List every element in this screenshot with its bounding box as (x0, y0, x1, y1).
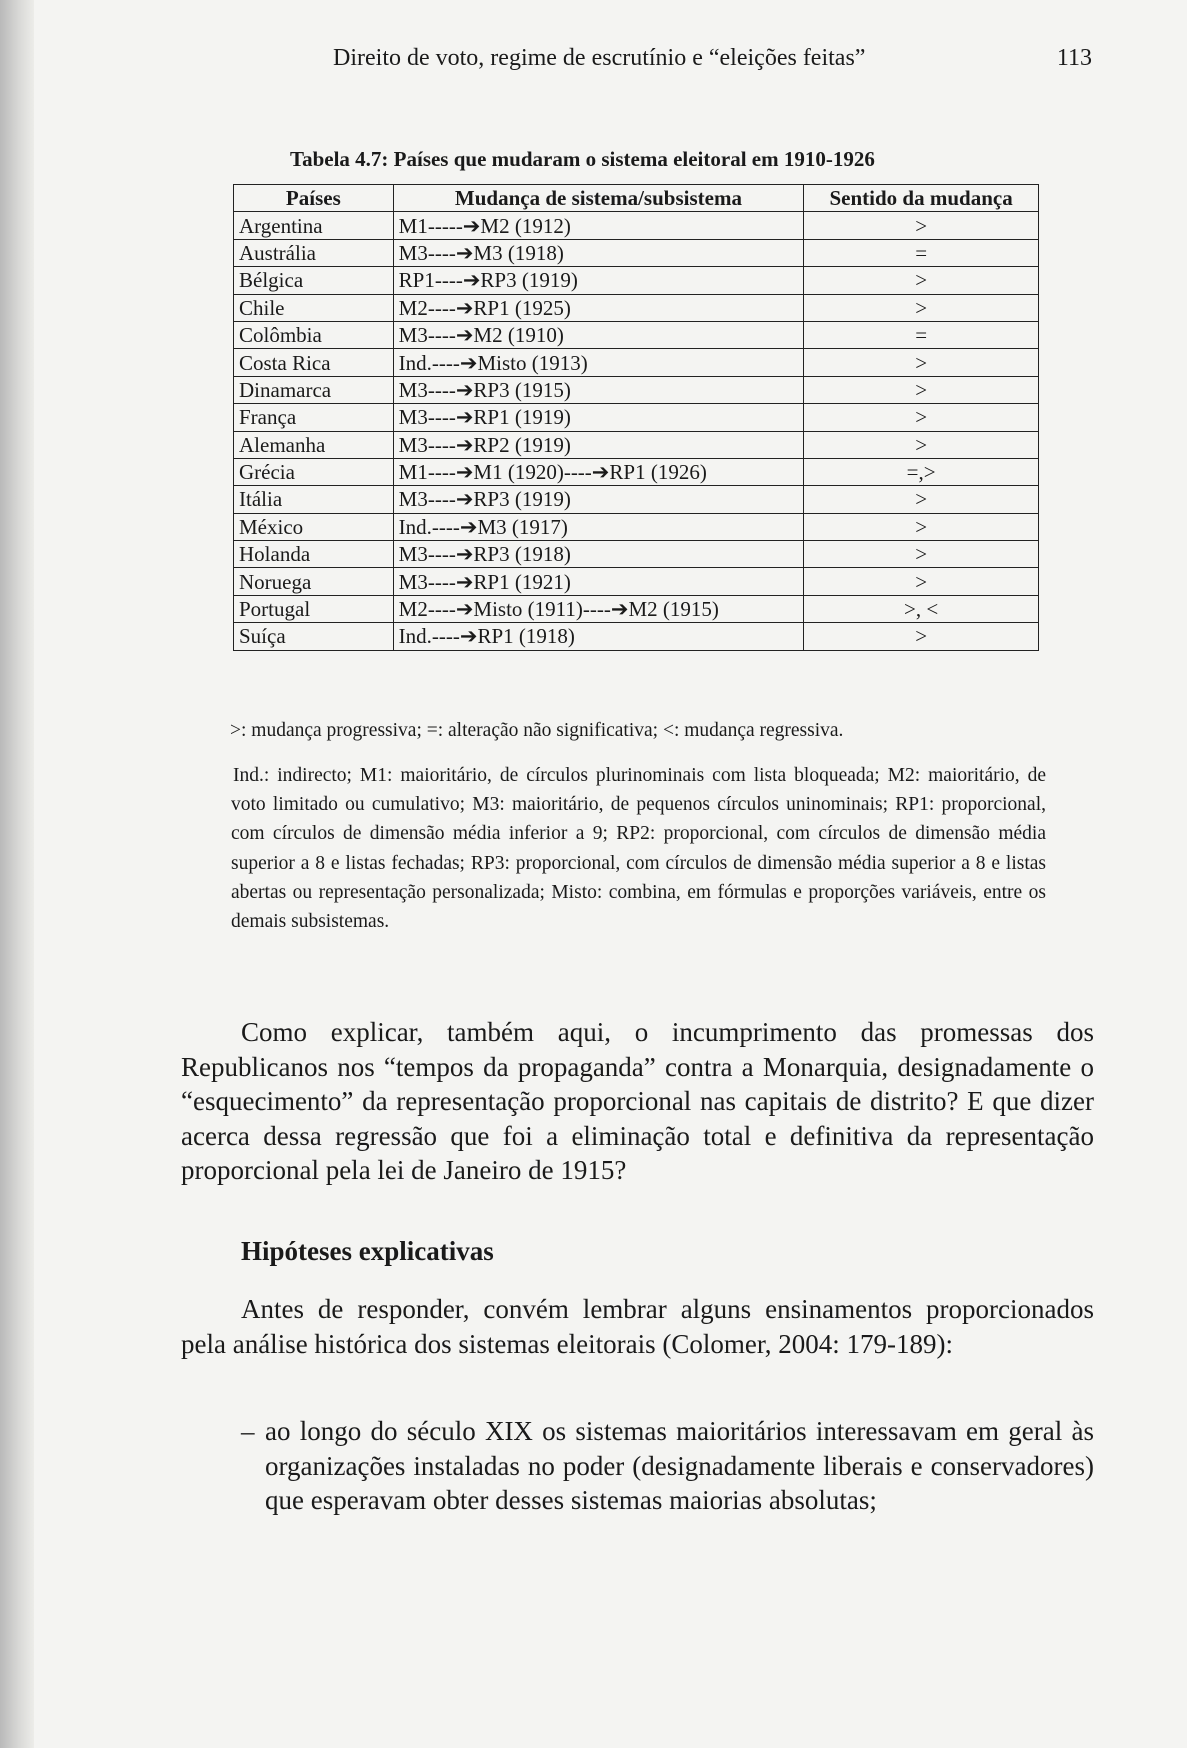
cell-direction: > (804, 294, 1039, 321)
table-row (234, 431, 1039, 458)
cell-system-change: M1-----➔M2 (1912) (393, 212, 804, 239)
cell-country: Grécia (234, 458, 394, 485)
cell-system-change: M3----➔RP3 (1915) (393, 376, 804, 403)
table-row (234, 376, 1039, 403)
running-title: Direito de voto, regime de escrutínio e “eleições feitas” (333, 45, 866, 71)
cell-system-change: M3----➔RP1 (1921) (393, 568, 804, 595)
cell-country: Itália (234, 486, 394, 513)
header-countries: Países (234, 185, 394, 212)
bullet-dash: – (241, 1416, 255, 1446)
book-spine-shadow (0, 0, 34, 1748)
cell-direction: > (804, 431, 1039, 458)
cell-country: Alemanha (234, 431, 394, 458)
cell-system-change: M3----➔RP2 (1919) (393, 431, 804, 458)
cell-country: Chile (234, 294, 394, 321)
table-row (234, 239, 1039, 266)
cell-system-change: M3----➔RP3 (1918) (393, 541, 804, 568)
cell-direction: > (804, 404, 1039, 431)
table-row (234, 595, 1039, 622)
bullet-text: ao longo do século XIX os sistemas maioritários interessavam em geral às organizações instaladas no poder (designadamente liberais e conservadores) que esperavam obter desses sistemas maiorias absolutas; (265, 1416, 1094, 1515)
cell-country: Argentina (234, 212, 394, 239)
cell-country: Portugal (234, 595, 394, 622)
electoral-system-table (233, 184, 1039, 651)
cell-system-change: Ind.----➔RP1 (1918) (393, 623, 804, 650)
cell-country: México (234, 513, 394, 540)
table-row (234, 294, 1039, 321)
table-caption: Tabela 4.7: Países que mudaram o sistema eleitoral em 1910-1926 (290, 147, 875, 171)
cell-direction: > (804, 267, 1039, 294)
table-row (234, 486, 1039, 513)
table-row (234, 568, 1039, 595)
cell-direction: = (804, 239, 1039, 266)
cell-direction: > (804, 486, 1039, 513)
cell-country: Costa Rica (234, 349, 394, 376)
header-system-change: Mudança de sistema/subsistema (393, 185, 804, 212)
table-row (234, 623, 1039, 650)
cell-country: Noruega (234, 568, 394, 595)
cell-system-change: M3----➔M2 (1910) (393, 321, 804, 348)
page-number: 113 (1056, 45, 1092, 71)
cell-system-change: M3----➔RP1 (1919) (393, 404, 804, 431)
cell-country: Colômbia (234, 321, 394, 348)
cell-direction: > (804, 376, 1039, 403)
body-paragraph-1: Como explicar, também aqui, o incumprimento das promessas dos Republicanos nos “tempos da propaganda” contra a Monarquia, designadamente o “esquecimento” da representação proporcional nas capitais de distrito? E que dizer acerca dessa regressão que foi a eliminação total e definitiva da representação proporcional pela lei de Janeiro de 1915? (181, 1017, 1094, 1185)
cell-system-change: M1----➔M1 (1920)----➔RP1 (1926) (393, 458, 804, 485)
table-row (234, 404, 1039, 431)
cell-direction: > (804, 623, 1039, 650)
cell-system-change: M2----➔RP1 (1925) (393, 294, 804, 321)
cell-direction: = (804, 321, 1039, 348)
cell-direction: > (804, 212, 1039, 239)
cell-country: Suíça (234, 623, 394, 650)
cell-direction: > (804, 513, 1039, 540)
cell-system-change: Ind.----➔Misto (1913) (393, 349, 804, 376)
table-legend: >: mudança progressiva; =: alteração não significativa; <: mudança regressiva. (230, 720, 844, 741)
section-heading: Hipóteses explicativas (241, 1236, 494, 1266)
cell-country: Dinamarca (234, 376, 394, 403)
cell-country: Bélgica (234, 267, 394, 294)
cell-direction: > (804, 541, 1039, 568)
cell-direction: > (804, 568, 1039, 595)
cell-system-change: M3----➔RP3 (1919) (393, 486, 804, 513)
cell-country: França (234, 404, 394, 431)
bullet-item (241, 1414, 1094, 1518)
table-row (234, 458, 1039, 485)
cell-system-change: RP1----➔RP3 (1919) (393, 267, 804, 294)
table-notes: Ind.: indirecto; M1: maioritário, de círculos plurinominais com lista bloqueada; M2: maioritário, de voto limitado ou cumulativo; M3: maioritário, de pequenos círculos uninominais; RP1: proporcional, com círculos de dimensão média inferior a 9; RP2: proporcional, com círculos de dimensão média superior a 8 e listas fechadas; RP3: proporcional, com círculos de dimensão média superior a 8 e listas abertas ou representação personalizada; Misto: combina, em fórmulas e proporções variáveis, entre os demais subsistemas. (231, 765, 1046, 933)
table-row (234, 212, 1039, 239)
cell-direction: =,> (804, 458, 1039, 485)
cell-country: Holanda (234, 541, 394, 568)
cell-direction: > (804, 349, 1039, 376)
table-row (234, 541, 1039, 568)
header-change-direction: Sentido da mudança (804, 185, 1039, 212)
table-row (234, 513, 1039, 540)
body-paragraph-2: Antes de responder, convém lembrar alguns ensinamentos proporcionados pela análise histórica dos sistemas eleitorais (Colomer, 2004: 179-189): (181, 1294, 1094, 1359)
table-row (234, 321, 1039, 348)
cell-system-change: M3----➔M3 (1918) (393, 239, 804, 266)
cell-country: Austrália (234, 239, 394, 266)
cell-system-change: Ind.----➔M3 (1917) (393, 513, 804, 540)
table-row (234, 349, 1039, 376)
table-row (234, 267, 1039, 294)
cell-system-change: M2----➔Misto (1911)----➔M2 (1915) (393, 595, 804, 622)
table-header-row (234, 185, 1039, 212)
cell-direction: >, < (804, 595, 1039, 622)
